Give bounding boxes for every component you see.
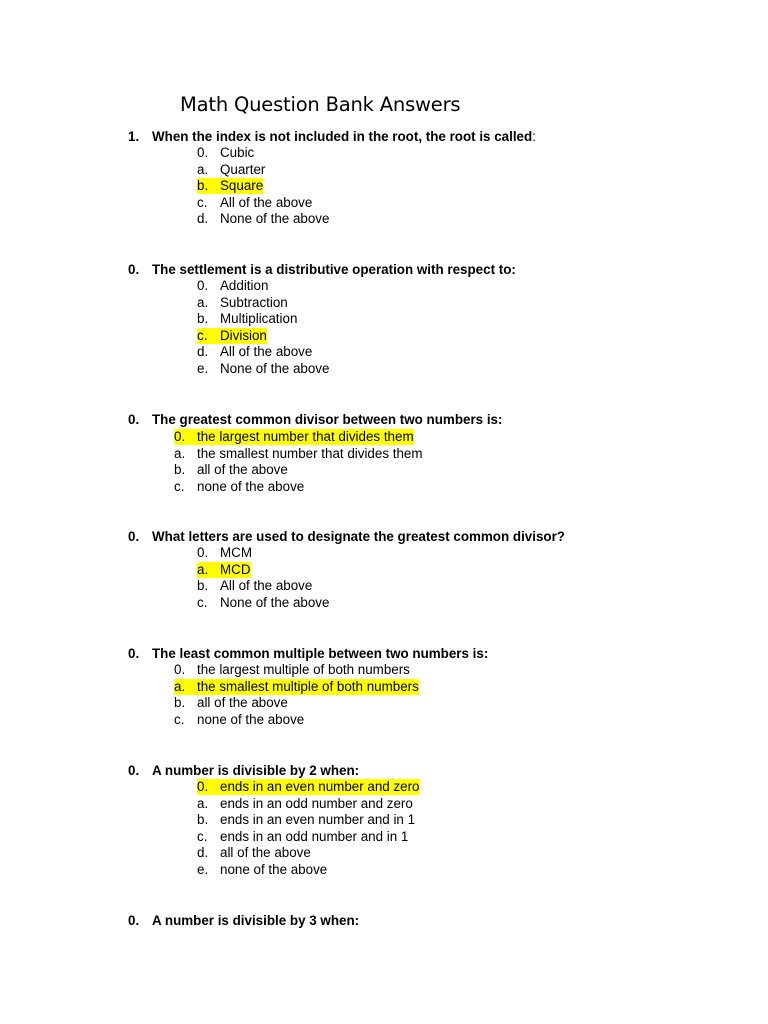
answer-option <box>174 662 410 678</box>
question-text: The least common multiple between two numbers is <box>152 646 484 661</box>
answer-option <box>174 695 288 711</box>
question-text: What letters are used to designate the greatest common divisor? <box>152 529 565 544</box>
question-5 <box>128 646 488 661</box>
option-label: d. <box>197 211 209 226</box>
question-colon: : <box>354 763 360 778</box>
answer-option <box>197 295 288 311</box>
answer-option-correct <box>174 429 414 445</box>
option-text: All of the above <box>220 344 313 359</box>
answer-option <box>174 712 304 728</box>
option-label: b. <box>174 462 186 477</box>
option-label: 0. <box>174 662 186 677</box>
option-text: MCD <box>220 561 251 577</box>
option-label: a. <box>174 678 186 694</box>
answer-option <box>197 545 252 561</box>
option-label: d. <box>197 845 209 860</box>
option-label: c. <box>197 594 208 610</box>
question-number: 0. <box>128 529 140 544</box>
option-text: MCM <box>220 545 252 560</box>
question-colon: : <box>532 129 536 144</box>
question-text: The greatest common divisor between two numbers is <box>152 412 498 427</box>
question-colon: : <box>354 913 360 928</box>
option-label: c. <box>197 194 208 210</box>
question-colon: : <box>498 412 503 427</box>
question-1 <box>128 129 536 144</box>
option-text: none of the above <box>197 478 305 494</box>
answer-option <box>197 796 413 812</box>
option-text: Multiplication <box>220 311 298 326</box>
answer-option <box>174 462 288 478</box>
option-text: None of the above <box>220 360 330 376</box>
option-text: none of the above <box>197 711 305 727</box>
option-label: a. <box>197 795 209 811</box>
option-label: c. <box>197 327 208 343</box>
option-text: all of the above <box>197 462 288 477</box>
option-text: the largest multiple of both numbers <box>197 662 410 677</box>
option-label: c. <box>174 711 185 727</box>
option-label: b. <box>174 695 186 710</box>
option-text: All of the above <box>220 578 313 593</box>
option-text: all of the above <box>197 695 288 710</box>
answer-option-correct <box>174 679 419 695</box>
question-number: 1. <box>128 129 140 144</box>
answer-option <box>197 145 254 161</box>
option-label: b. <box>197 812 209 827</box>
page-title: Math Question Bank Answers <box>180 93 461 116</box>
answer-option <box>197 361 329 377</box>
question-3 <box>128 412 502 427</box>
option-text: ends in an odd number and in 1 <box>220 828 409 844</box>
answer-option <box>197 862 327 878</box>
option-text: ends in an even number and in 1 <box>220 812 416 827</box>
option-text: Square <box>220 178 264 193</box>
option-label: b. <box>197 178 209 193</box>
question-number: 0. <box>128 262 140 277</box>
question-2 <box>128 262 516 277</box>
question-number: 0. <box>128 412 140 427</box>
option-label: e. <box>197 360 209 376</box>
option-text: ends in an odd number and zero <box>220 795 413 811</box>
option-text: Division <box>220 327 267 343</box>
option-label: 0. <box>197 278 209 293</box>
option-label: c. <box>197 828 208 844</box>
question-text: A number is divisible by 2 when <box>152 763 355 778</box>
question-text: The settlement is a distributive operation with respect to <box>152 262 512 277</box>
answer-option <box>197 829 408 845</box>
question-number: 0. <box>128 763 140 778</box>
option-text: the smallest multiple of both numbers <box>197 678 419 694</box>
option-text: ends in an even number and zero <box>220 779 420 794</box>
answer-option <box>197 344 312 360</box>
answer-option-correct <box>197 562 251 578</box>
option-text: none of the above <box>220 861 328 877</box>
question-colon: : <box>483 646 489 661</box>
answer-option <box>197 595 329 611</box>
option-label: a. <box>197 161 209 177</box>
question-number: 0. <box>128 646 140 661</box>
answer-option <box>197 311 297 327</box>
option-label: e. <box>197 861 209 877</box>
option-label: 0. <box>174 429 186 444</box>
option-text: Subtraction <box>220 294 288 310</box>
answer-option <box>174 446 423 462</box>
question-text: When the index is not included in the root, the root is called <box>152 129 533 144</box>
option-text: the smallest number that divides them <box>197 445 423 461</box>
answer-option <box>197 578 312 594</box>
option-label: b. <box>197 578 209 593</box>
option-label: a. <box>197 294 209 310</box>
option-text: Addition <box>220 278 269 293</box>
answer-option <box>174 479 304 495</box>
question-text: A number is divisible by 3 when <box>152 913 355 928</box>
question-6 <box>128 763 359 778</box>
option-text: Cubic <box>220 145 255 160</box>
option-text: Quarter <box>220 161 266 177</box>
answer-option <box>197 278 268 294</box>
answer-option-correct <box>197 779 420 795</box>
option-label: a. <box>174 445 186 461</box>
answer-option <box>197 845 311 861</box>
answer-option <box>197 812 415 828</box>
question-number: 0. <box>128 913 140 928</box>
option-label: a. <box>197 561 209 577</box>
option-text: None of the above <box>220 594 330 610</box>
question-7 <box>128 913 359 928</box>
answer-option-correct <box>197 178 263 194</box>
question-4 <box>128 529 565 544</box>
option-text: all of the above <box>220 845 311 860</box>
answer-option-correct <box>197 328 267 344</box>
answer-option <box>197 195 312 211</box>
answer-option <box>197 211 329 227</box>
option-label: 0. <box>197 779 209 794</box>
answer-option <box>197 162 265 178</box>
option-text: None of the above <box>220 211 330 226</box>
option-label: c. <box>174 478 185 494</box>
option-label: 0. <box>197 545 209 560</box>
option-label: b. <box>197 311 209 326</box>
option-label: d. <box>197 344 209 359</box>
question-colon: : <box>511 262 516 277</box>
option-text: the largest number that divides them <box>197 429 414 444</box>
option-text: All of the above <box>220 194 313 210</box>
option-label: 0. <box>197 145 209 160</box>
